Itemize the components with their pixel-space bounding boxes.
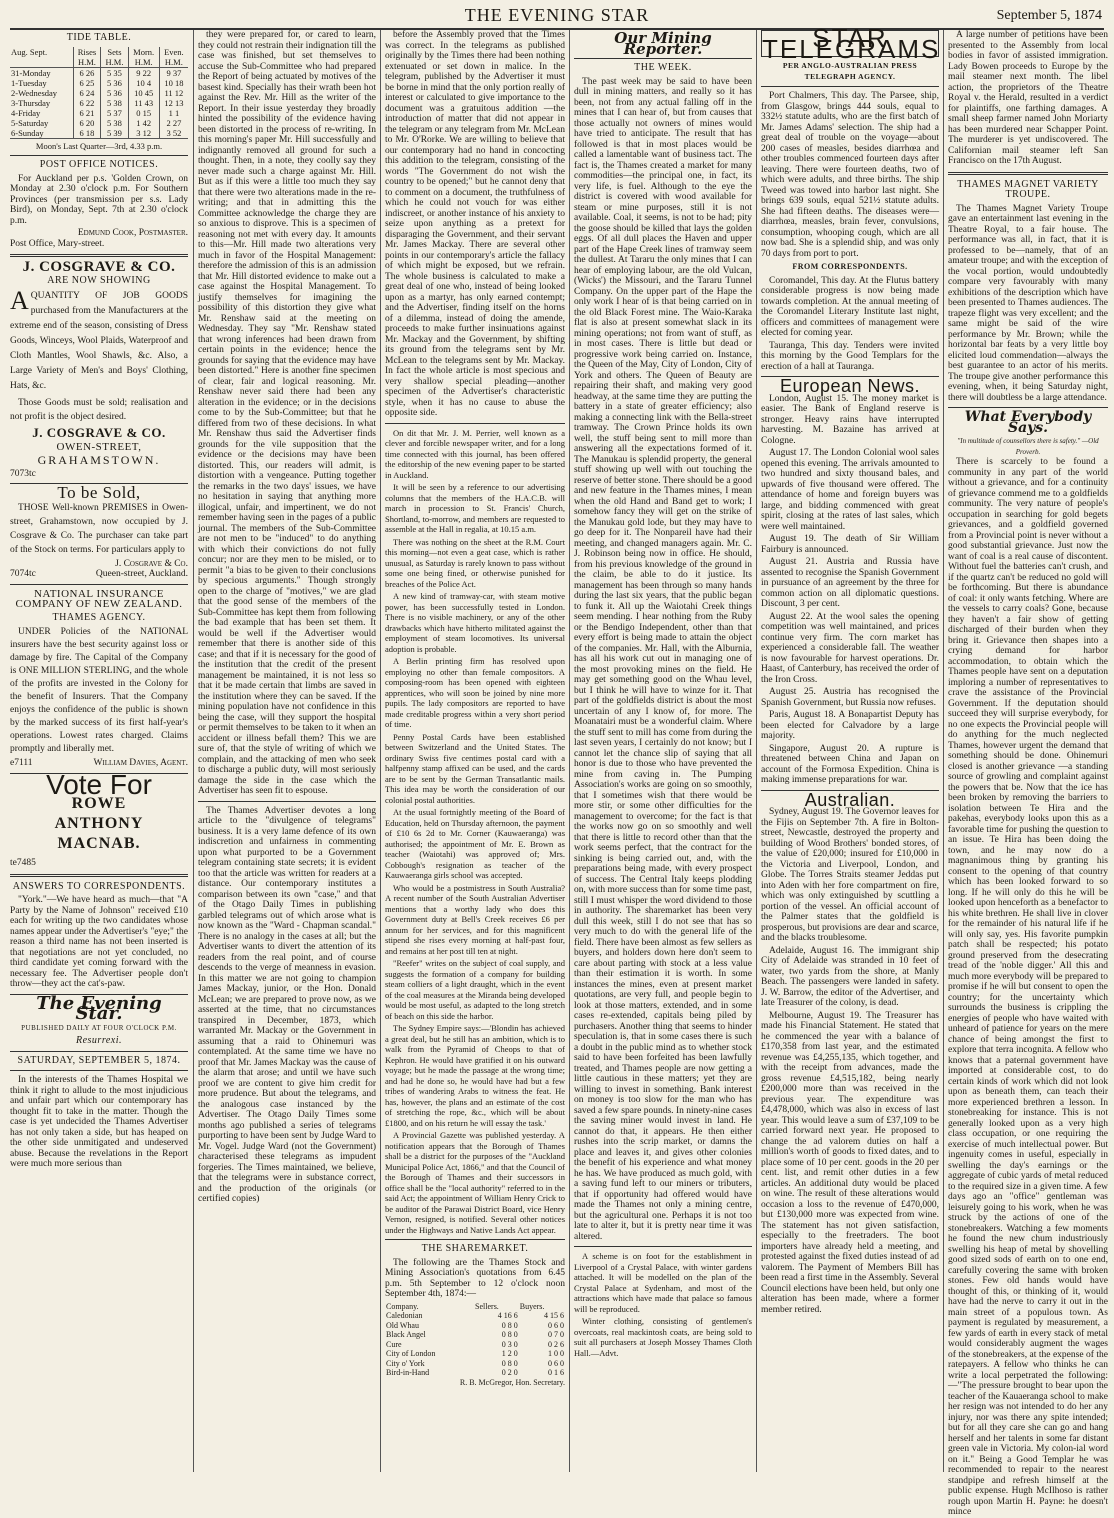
insurance-ref: e7111 xyxy=(10,758,33,768)
mining-report-body: The past week may be said to have been dull in mining matters, and really so it has been, not from any actual falling off in the mines that I can hear of, but from causes that those actually not owners of mines would have tried to anticipate. The result that has followed is that in most places would be called a lamentable want of business tact. The fact is, the Thames created a market for many commodities—the principal one, in fact, its very life, is fuel. Although to the eye the district is covered with wood available for steam or mine purposes, still it is not available. Coal, it seems, is not to be had; pity the goose should be killed that lays the golden eggs. Of all dull places the Haven and upper part of the Hape Creek lines of tramway seem the dullest. At Tararu the only mines that I can hear of employing labour, are the old Vulcan, (Wicks') the Missouri, and the Tararu Tunnel Company. On the upper part of the Hape the only work I hear of is that being carried on in the old Black Forest mine. The Waio-Karaka flat is also at present somewhat slack in its mining operations; not from want of stuff, as in most cases. There is little but dead or progressive work being carried on. Instance, the Queen of the May, City of London, City of York and others. The Queen of Beauty are repairing their shaft, and making very good headway, at the same time they are putting the battery in a state of greater efficiency; also making a connecting link with the Bella-street tramway. The Crown Prince holds its own well, the stuff being sent to mill more than answering all the expectations formed of it. The Manukau is splendid property, the general stuff showing up well with out touching the reserve of better stone. There should be a good and new feature in the Thames mines, I mean when the old Hand and Band get to work; I somehow fancy they will get on the strike of the Manukau gold lode, but they may have to go deep for it. The Nonpareil have had their meeting, and changed managers again. Mr. C. J. Robinson being now in office. He should, from his previous knowledge of the ground in the claim, be able to do it justice. Its management has been through so many hands during the last six years, that the public began to funk it. All up the Waiotahi Creek things seem mending. I hear nothing from the Ruby or the Bendigo Independent, other than that every effort is being made to attain the object of the companies. Mr. Hall, with the Alburnia, has all his work cut out in managing one of the most provoking mines on the field. He may get something good on the Whau level, but I think he will have to winze for it. That part of the goldfields district is about the most uncertain of any I know of, for more. The Moanatairi must be a wonderful claim. Where the stuff sent to mill has come from during the last seven years, I certainly do not know; but I cannot let the chance slip of saying that all honor is due to those who have prevented the mine from caving in. The Pumping Association's works are going on so smoothly, that I sometimes wish that there would be more stir, or some other difficulties for the management to overcome; for the fact is that the works now go on so smoothly and well that there is little to record other than that the work seems perfect, that the contract for the sinking is being carried out, and, with the preparations being made, with every prospect of success. The Central Italy keeps plodding on, with more success than for some time past, still I must whisper the word dividend to those in authority. The sharemarket has been very dull this week, still I do not see that has so very much to do with the general life of the field. There have been almost as few sellers as buyers, and holders down here don't seem to care about parting with stock at a less value than their estimation it is worth. In some instances the mines, even at present market quotations, are very full, and people begin to look at those matters, extended, and in some cases re-extended, capitals being piled by purchasers. Another thing that seems to hinder speculation is, that in some cases there is such a doubt in the public mind as to whether stock said to have been forfeited has been lawfully treated, and Thames people are now getting a little cautious in these matters; yet they are willing to invest in something. Bank interest on money is too slow for the man who has saved a few spare pounds. In ninety-nine cases the saving miner would invest in land. He cannot do that, it appears. He then either rushes into the scrip market, or damns the place and leaves it, and gives other colonies the benefit of his experience and what money he has. We have produced as much gold, with a saving fund left to our miners or tributers, that if opportunity had offered would have made the Thames not only a mining centre, but the agricultural one. Perhaps it is not too late to alter it, but it is pretty near time it was altered. xyxy=(574,76,752,1242)
postmaster-signature: Edmund Cook, Postmaster. xyxy=(77,228,188,238)
telegram-sydney: Sydney, August 19. The Governor leaves for the Fijis on September 7th. A fire in Bolton-street, Newcastle, destroyed the property and building of Wood Brothers' bonded stores, of the value of £20,000; insured for £10,000 in the Victoria and Liverpool, London, and Globe. The Torres Straits steamer Jeddas put into Aden with her fore compartment on fire, which was only extinguished by scuttling a portion of the vessel. An official account of the Palmer states that the goldfield is prosperous, but provisions are dear and scarce, and the blacks troublesome. xyxy=(761,807,939,943)
tide-table-title: TIDE TABLE. xyxy=(66,32,132,43)
sharemarket-intro: The following are the Thames Stock and Mining Association's quotations from 6.45 p.m. 5th September to 12 o'clock noon September 4th, 1874:— xyxy=(385,1257,565,1299)
to-be-sold-body: THOSE Well-known PREMISES in Owen-street, Grahamstown, now occupied by J. Cosgrave & Co. The purchaser can take part of the Stock on terms. For particulars apply to xyxy=(10,502,188,555)
sharemarket-title: THE SHAREMARKET. xyxy=(421,1243,529,1254)
tide-cell: 6 25 xyxy=(73,78,101,88)
news-item: A Provincial Gazette was published yesterday. A notification appears that the Borough of Thames shall be a district for the purposes of the "Auckland Municipal Police Act, 1866," and that the Council of the Borough of Thames and their successors in office shall be the "local authority" referred to in the said Act; the appointment of William Henry Crick to be auditor of the Parawai District Board, vice Henry Vernon, resigned, is notified. Several other notices under the Highways and Native Lands Act appear. xyxy=(385,1130,565,1235)
telegram-port-chalmers: Port Chalmers, This day. The Parsee, ship, from Glasgow, brings 444 souls, equal to 332½ statute adults, who are the first batch of Mr. James Adams' selection. The ship had a great deal of trouble on the voyage—about 200 cases of measles, besides diarrhœa and other troubles commenced fourteen days after leaving. There were fourteen deaths, two of which were adults, and three births. The ship Tweed was towed into harbor last night. She brings 639 souls, equal 521½ statute adults. She had fifteen deaths. The diseases were—diarrhœa, measles, brain fever, convulsions, consumption, whooping cough, which are all now bad. She is a splendid ship, and was only 70 days from port to port. xyxy=(761,91,939,259)
news-item: A scheme is on foot for the establishment in Liverpool of a Crystal Palace, with winter gardens attached. It will be modelled on the plan of the Crystal Palace at Sydenham, and most of the attractions which have made that palace so famous will be reproduced. xyxy=(574,1251,752,1314)
vote-for-title: Vote For xyxy=(46,768,152,800)
share-header: Company. xyxy=(386,1301,419,1311)
telegram-coromandel: Coromandel, This day. At the Flutus battery considerable progress is now being made towards completion. At the annual meeting of the Coromandel Literary Institute last night, officers and committees of management were elected for coming year. xyxy=(761,275,939,338)
post-office-notice: For Auckland per p.s. 'Golden Crown, on Monday at 2.30 o'clock p.m. For Southern Provinces (per transmission per s.s. Lady Bird), on Monday, Sept. 7th at 2.30 o'clock p.m. xyxy=(10,173,188,226)
insurance-subtitle: THAMES AGENCY. xyxy=(52,611,146,623)
magnet-troupe-review: The Thames Magnet Variety Troupe gave an entertainment last evening in the Theatre Royal, to a fair house. The performance was all, in fact, that it is professed to be—namely, that of an amateur troupe; and with the exception of the vocal portion, would undoubtedly compare very favourably with many exhibitions of the description which have been presented to Thames audiences. The trapeze flight was very excellent; and the same might be said of the wire performance by Mr. Brown; while the horizontal bar feats by a very little boy elicited loud commendation—always the best guarantee to an actor of his merits. The troupe give another performance this evening, when, it being Saturday night, there will doubtless be a large attendance. xyxy=(948,203,1108,403)
telegram-singapore: Singapore, August 20. A rupture is threatened between China and Japan on account of the Formosa Expedition. China is making immense preparations for war. xyxy=(761,743,939,785)
share-cell: 0 8 0 xyxy=(501,1330,518,1339)
insurance-footer xyxy=(10,758,188,769)
share-cell: 0 6 0 xyxy=(548,1320,564,1330)
telegram-adelaide: Adelaide, August 16. The immigrant ship City of Adelaide was stranded in 10 feet of water, two yards from the shore, at Manly Beach. The passengers were landed in safety. J. W. Barrow, the editor of the Advertiser, and late Treasurer of the colony, is dead. xyxy=(761,945,939,1008)
tide-cell: 6 24 xyxy=(73,88,101,98)
tide-cell: 0 15 xyxy=(128,108,159,118)
tide-cell: 1-Tuesday xyxy=(11,77,47,88)
tide-table xyxy=(10,47,188,139)
share-cell: 1 2 0 xyxy=(501,1349,518,1358)
news-item: The Sydney Empire says:—'Blondin has achieved a great deal, but he still has an ambition, which is to walk from the Pyramid of Cheops to that of Kephron. He would have gratified it on his outward voyage; but he made the passage at the wrong time; and had he done so, he would have had but a few tribes of wandering Arabs to witness the feat. He has, however, the plans and an estimate of the cost of stretching the rope, &c., which will be about £1800, and on his return he will essay the task.' xyxy=(385,1023,565,1128)
issue-date: September 5, 1874 xyxy=(996,8,1102,23)
tide-cell: 6-Sunday xyxy=(10,128,73,139)
telegram-tauranga: Tauranga, This day. Tenders were invited this morning by the Good Templars for the erection of a hall at Tauranga. xyxy=(761,340,939,372)
tide-row xyxy=(10,88,188,98)
tide-cell: 6 18 xyxy=(73,128,101,139)
share-cell: Caledonian xyxy=(386,1311,423,1320)
cosgrave-advert-text: QUANTITY OF JOB GOODS purchased from the Manufacturers at the extreme end of the season, consisting of Dress Goods, Winceys, Wool Plaids, Waterproof and Cloth Mantles, Wool Shawls, &c. Also, a Large Variety of Men's and Boys' Clothing, Hats, &c. xyxy=(10,291,188,391)
share-cell: 0 2 0 xyxy=(501,1368,518,1377)
column-3 xyxy=(380,30,569,1472)
column-4 xyxy=(569,30,756,1472)
cosgrave-advert-note: Those Goods must be sold; realisation and not profit is the object desired. xyxy=(10,398,188,422)
tide-header: Even. xyxy=(159,47,188,57)
share-cell: Bird-in-Hand xyxy=(386,1368,430,1377)
to-be-sold-address: Queen-street, Auckland. xyxy=(95,569,188,579)
share-row xyxy=(385,1349,565,1359)
telegram-continued: A large number of petitions have been presented to the Assembly from local bodies in favor of assisted immigration. Lady Bowen proceeds to Europe by the mail steamer next month. The libel action, the proprietors of the Theatre Royal v. the Herald, resulted in a verdict for plaintiffs, one farthing damages. A small sheep farmer named John Moriarty has been murdered near Schapper Point. The murderer is yet undiscovered. The Californian mail steamer left San Francisco on the 17th August. xyxy=(948,30,1108,166)
what-everybody-says-title: What Everybody Says. xyxy=(964,409,1092,436)
tide-row xyxy=(10,118,188,128)
tide-header: Aug. Sept. xyxy=(11,46,48,57)
column-motto: "In multitude of counsellors there is safety." —Old Proverb. xyxy=(957,437,1099,456)
tide-header: Rises xyxy=(73,47,101,57)
share-row xyxy=(385,1368,565,1378)
share-row xyxy=(385,1321,565,1331)
tide-cell: 4-Friday xyxy=(11,107,41,118)
share-cell: City of London xyxy=(386,1349,436,1358)
share-row xyxy=(385,1330,565,1340)
cosgrave-advert-title: J. COSGRAVE & CO. xyxy=(22,259,176,275)
column-6 xyxy=(943,30,1108,1517)
newspaper-title: THE EVENING STAR xyxy=(464,5,650,25)
news-item: Penny Postal Cards have been established between Switzerland and the United States. The ordinary Swiss five centimes postal card with a halfpenny stamp affixed can be used, and the cards are to be sent by the German Transatlantic mails. This idea may be worth the consideration of our colonial postal authorities. xyxy=(385,731,565,805)
telegraph-agency: PER ANGLO-AUSTRALIAN PRESS TELEGRAPH AGENCY. xyxy=(782,61,918,81)
cosgrave-advert-body xyxy=(10,286,188,394)
telegram-london: August 25. Austria has recognised the Spanish Government, but Russia now refuses. xyxy=(761,687,939,708)
news-item: "Reefer" writes on the subject of coal supply, and suggests the formation of a company for building steam colliers of a light draught, which in the event of the coal measures at the Miranda being developed would be most useful, as adapted to the long stretch of beach on this side the harbor. xyxy=(385,958,565,1021)
post-office-title: POST OFFICE NOTICES. xyxy=(39,159,159,170)
tide-cell: 2 27 xyxy=(159,118,188,128)
tide-subheader: H.M. xyxy=(101,57,128,68)
tide-cell: 6 22 xyxy=(73,98,101,108)
tide-cell: 5 38 xyxy=(101,98,128,108)
cosgrave-street: OWEN-STREET, xyxy=(56,440,142,453)
share-cell: 0 1 6 xyxy=(548,1368,564,1377)
tide-cell: 5 38 xyxy=(101,118,128,128)
telegram-london: August 19. The death of Sir William Fairbury is announced. xyxy=(761,534,939,555)
tide-cell: 6 21 xyxy=(73,108,101,118)
tide-cell: 10 4 xyxy=(128,78,159,88)
news-item: On dit that Mr. J. M. Perrier, well known as a clever and forcible newspaper writer, and for a long time connected with this journal, has been offered the editorship of the new evening paper to be started in Auckland. xyxy=(385,427,565,480)
tide-cell: 5 35 xyxy=(101,67,128,78)
tide-row xyxy=(10,67,188,78)
telegram-paris: Paris, August 18. A Bonapartist Deputy has been elected for Calvadore by a large majority. xyxy=(761,710,939,741)
sharemarket-table xyxy=(385,1302,565,1378)
news-item: It will be seen by a reference to our advertising columns that the members of the H.A.C.B. will march in procession to St. Francis' Church, Shortland, to-morrow, and members are requested to assemble at the Hall in regalia, at 10.15 a.m. xyxy=(385,482,565,534)
post-office-location: Post Office, Mary-street. xyxy=(10,238,105,249)
australian-news-title: Australian. xyxy=(804,789,896,810)
editorial-hospital: they were prepared for, or cared to learn, they could not restrain their indignation till the case was finished, but set themselves to accuse the Sub-Committee who had prepared the Report of being actuated by motives of the basest kind. Specially has their wrath been hot against the Rev. Mr. Hill as the writer of the Report. In their issue yesterday they broadly hinted the possibility of the evidence having been distorted in the process of re-writing. In this morning's paper Mr. Hill successfully and indignantly removed all ground for such a thought. Then, in a note, they coolly say they never made such a charge against Mr. Hill. But as if this were a little too much they say that there were two alterations made in the re-writing; and that in admitting this the Committee acknowledge the charge they are so anxious to disprove. This is a specimen of reasoning not met with every day. It amounts to this—Mr. Hill made two alterations very much in favor of the Hospital Management: therefore the admission of this is an admission that Mr. Hill distorted evidence to make out a case against the Hospital Management. To justify themselves for imagining the possibility of this distortion they give what Mr. Renshaw said at the meeting on Wednesday. They say "Mr. Renshaw stated that wrong inferences had been drawn from certain points in the evidence; hence the grounds for saying that the evidence may have been distorted." Here is another fine specimen of clear, fair and logical reasoning. Mr. Renshaw never said there had been any alteration in the evidence; or in the decisions come to by the Sub-Committee; but that he differed from two of these decisions. In what Mr. Renshaw thus said the Advertiser finds grounds for the vile supposition that the evidence or the decisions may have been distorted. This, our readers will admit, is distortion with a vengeance. Putting together the remarks in the two days' issues, we have no hesitation in saying that anything more illogical, unfair, and impertinent, we do not remember having seen in the pages of a public journal. The members of the Sub-Committee are not men to be "induced" to do anything with which their convictions do not fully concur; nor are they men to be misled, or to permit "a bias to be given to their conclusions by specious arguments." Though strongly open to the charge of "motives," we are glad that the good sense of the members of the Sub-Committee has kept them from following the bad example that has been set them. It would be well if the Advertiser would remember that there is another side of this case; and that if it is necessary for the good of the institution that the credit of the present management be maintained, it is not less so that it be made certain that limbs are saved in the institution where they can be saved. If the mining population have not confidence in this being the case, will they support the hospital or permit themselves to be taken to it when an accident or illness befall them? This we are sure of, that the style of writing of which we complain, and the attacking of men who seek to discharge a public duty, will most seriously damage the side in the case which the Advertiser has seen fit to espouse. xyxy=(198,30,376,796)
cosgrave-ref: 7073tc xyxy=(10,468,36,479)
from-correspondents: FROM CORRESPONDENTS. xyxy=(792,262,908,271)
share-cell: 0 3 0 xyxy=(501,1339,518,1349)
tide-cell: 5 36 xyxy=(101,78,128,88)
share-cell: 0 2 6 xyxy=(548,1339,564,1349)
tide-cell: 6 20 xyxy=(73,118,101,128)
tide-row xyxy=(10,78,188,88)
candidate-name: MACNAB. xyxy=(57,835,141,852)
news-item: A new kind of tramway-car, with steam motive power, has been successfully tested in London. There is no visible machinery, or any of the other drawbacks which have hitherto militated against the employment of steam locomotives. Its universal adoption is probable. xyxy=(385,591,565,654)
telegram-london: August 22. At the wool sales the opening competition was well maintained, and prices continue very firm. The corn market has experienced a considerable fall. The weather is now favourable for harvest operations. Dr. Haast, of Canterbury, has received the order of the Iron Cross. xyxy=(761,611,939,685)
cosgrave-town: GRAHAMSTOWN. xyxy=(37,453,161,467)
share-cell: 0 8 0 xyxy=(501,1320,518,1330)
editorial-telegrams-continued: before the Assembly proved that the Times was correct. In the telegrams as published originally by the Times there had been nothing extenuated or set down in malice. In the telegram, published by the Advertiser it must be borne in mind that the only portion really of interest or calculated to give importance to the document was a gratuitous addition —the introduction of matter that did not appear in the telegram or any telegram from Mr. McLean to Mr. O'Rorke. We are willing to believe that our contemporary had no hand in concocting this addition to the telegram, consisting of the words "The Government do not wish the country to be opened;" but he cannot deny that to comment on a document, the truthfulness of which he could not vouch for was either indiscreet, or another instance of his anxiety to seize upon anything as a pretext for disparaging the Government, and their servant Mr. James Mackay. There are several other points in our contemporary's article the fallacy of which might be exposed, but we refrain. The whole business is calculated to make a great deal of one who, instead of being looked upon as a martyr, has only earned contempt; and the Advertiser, finding itself on the horns of a dilemma, instead of doing the amende, proceeds to make further insinuations against Mr. Mackay and the Government, by shifting its ground from the telegrams sent by Mr. McLean to the telegrams sent by Mr. Mackay. In fact the whole article is most specious and very shallow special pleading—another specimen of the Advertiser's characteristic style, when it has no cause to abuse the opposite side. xyxy=(385,30,565,418)
tide-subheader xyxy=(10,57,73,68)
cosgrave-advert-subtitle: ARE NOW SHOWING xyxy=(47,274,151,286)
share-cell: 0 8 0 xyxy=(501,1358,518,1368)
share-row xyxy=(385,1311,565,1321)
motto: Resurrexi. xyxy=(75,1035,122,1046)
to-be-sold-ref: 7074tc xyxy=(10,569,36,579)
tide-row xyxy=(10,128,188,139)
share-cell: Old Whau xyxy=(386,1320,419,1330)
tide-table-body xyxy=(10,67,188,138)
tide-cell: 9 22 xyxy=(128,67,159,78)
tide-cell: 5 37 xyxy=(101,108,128,118)
sharemarket-table-body xyxy=(385,1311,565,1378)
to-be-sold-title: To be Sold, xyxy=(57,483,141,502)
european-news-title: European News. xyxy=(779,376,921,396)
news-item: A Berlin printing firm has resolved upon employing no other than female compositors. A composing-room has been opened with eighteen apprentices, who will soon be joined by nine more pupils. The lady compositors are reported to have made creditable progress within a very short period of time. xyxy=(385,656,565,729)
tide-cell: 10 45 xyxy=(128,88,159,98)
share-cell: 1 0 0 xyxy=(548,1349,564,1358)
share-cell: 4 16 6 xyxy=(497,1311,518,1320)
tide-cell: 11 43 xyxy=(128,98,159,108)
share-header: Buyers. xyxy=(519,1301,545,1311)
evening-star-nameplate: The Evening Star. xyxy=(36,992,162,1024)
insurance-body: UNDER Policies of the NATIONAL insurers have the best security against loss or damage by fire. The Capital of the Company is ONE MILLION STERLING, and the whole of the profits are invested in the Colony for the benefit of Insurers. That the Company enjoys the confidence of the public is shown by the marked success of its first half-year's operations. Lowest rates charged. Claims promptly and liberally met. xyxy=(10,627,188,754)
moon-phase: Moon's Last Quarter—3rd, 4.33 p.m. xyxy=(35,140,163,151)
tide-cell: 1 42 xyxy=(128,118,159,128)
to-be-sold-signature: J. Cosgrave & Co. xyxy=(115,558,188,569)
telegram-london: August 17. The London Colonial wool sales opened this evening. The arrivals amounted to two hundred and sixty thousand bales, and upwards of five thousand were offered. The attendance of home and foreign buyers was large, and bidding commenced with great spirit, closing at the rates of last sales, which were well maintained. xyxy=(761,448,939,532)
tide-header: Sets xyxy=(101,47,128,57)
share-cell: Cure xyxy=(386,1339,402,1349)
editorial-telegrams: The Thames Advertiser devotes a long article to the "divulgence of telegrams" business. It is a very lame defence of its own indiscretion and unfairness in commenting upon what purported to be a Government telegram containing state secrets; it is evident too that the article was written for readers at a distance. Our contemporary institutes a comparison between its own "case," and that of the Otago Daily Times in publishing garbled telegrams out of which arose what is now known as the "Ward - Chapman scandal." There is no analogy in the cases at all; but the Advertiser wants to divert the attention of its readers from the real point, and of course descends to the verge of meanness in evasion. In this matter we are not going to champion James Mackay, junior, or the Hon. Donald McLean; we are prepared to prove now, as we asserted at the time, that no circumstances transpired in December, 1873, which warranted Mr. Mackay or the Government in assuming that a raid to Ohinemuri was contemplated. At the same time we have no proof that Mr. James Mackay was the cause of the alarm that arose; and until we have such proof we are content to give him credit for more prudence. But about the telegrams, and the analogous case instanced by the Advertiser. The Otago Daily Times some months ago published a series of telegrams purporting to have been sent by Judge Ward to Mr. Vogel. Judge Ward (not the Government) characterised these telegrams as impudent forgeries. The Times maintained, we believe, that the telegrams were in substance correct, and the production of the originals (or certified copies) xyxy=(198,805,376,1204)
tide-cell: 3 52 xyxy=(159,128,188,139)
share-cell: 4 15 6 xyxy=(544,1311,564,1320)
candidate-name: ROWE xyxy=(71,795,127,812)
tide-subheader: H.M. xyxy=(73,57,101,68)
tide-cell: 3-Thursday xyxy=(11,97,51,108)
the-week-heading: THE WEEK. xyxy=(634,62,692,73)
what-everybody-says-body: There is scarcely to be found a community in any part of the world without a grievance, and for a continuity of grievance commend me to a goldfields community. The very nature of people's occupation in searching for gold begets grievances, and a goldfield governed from a Provincial point is never without a good substantial grievance. Just now the want of coal is a real cause of discontent. Without fuel the batteries can't crush, and if the quartz can't be reduced no gold will be forthcoming. But there is abundance of coal: it only wants fetching. Where are the vessels to carry coals? Gone, because they haven't a fair show of getting discharged of their burden when they bring it. Grievance then shapes into a crying demand for harbor accommodation, to obtain which the Thames people have sent on a deputation imploring a number of representatives to crave the assistance of the Provincial Government. If the deputation should succeed they will surprise everybody, for no one expects the Provincial people will do anything for the much neglected Thames, however urgent the demand that something should be done. Ohinemuri closed is another grievance —a standing source of growling and complaint against the powers that be. Now that the ice has been broken by removing the barriers to isolation between Te Hira and the pakehas, everybody looks upon this as a favorable time for pushing the question to an issue. Te Hira has been doing the town, and he may now do a magnanimous thing by granting his consent to the opening of that country which has been looked forward to so long. If he will only do this he will be looked upon henceforth as a benefactor to his white brethren. He shall live in clover for the remainder of his natural life if he will only say, yes. His favorite pumpkin patch shall be respected; his potato ground preserved from the desecrating tread of the 'noble digger.' All this and much more everybody will be prepared to promise if he will but consent to open the country; for the uncertainty which surrounds the business is crippling the energies of people who have waited with unheard of patience for years on the mere chance of being amongst the first to explore that terra incognita. A fellow who knows that a paternal government have imported at considerable cost, to do certain kinds of work which did not look upon as beneath them, can teach their more experienced brethren a lesson. In stonebreaking for instance. This is not generally looked upon as a very high class occupation, or one requiring the exercise of much intellectual power. But ingenuity comes in useful, especially in swelling the day's earnings or the aggregate of cubic yards of metal reduced to the required size in a given time. A few days ago an "office" gentleman was leisurely going to his work, when he was struck by the actions of one of the stonebreakers. Watching a few moments he found the new chum industriously swelling his heap of metal by shovelling good sized sods of earth on to one end, carefully covering the same with broken stones. Few old hands would have thought of this, or thinking of it, would have had the nerve to carry it out in the main street of a populous town. As payment is regulated by measurement, a few yards of earth in every stack of metal would considerably augment the wages of the stonebreakers, at the expense of the ratepayers. A fellow who thinks he can write a local perpetrated the following:—"The pressure brought to bear upon the teacher of the Kauaeranga school to make her resign was not intended to do her any injury, nor was there any spite intended; but for all they care she can go and hang herself and her talents in some far distant green vale in Victoria. My colon-ial word on it." Being a Good Templar he was recommended to repair to the nearest standpipe and refresh himself at the public expense. Hugh McIlhoso is rather rough upon Martin H. Payne: he doesn't mince xyxy=(948,457,1108,1517)
column-5 xyxy=(756,23,943,1472)
editorial-lead: In the interests of the Thames Hospital we think it right to allude to the most injudicious and unfair part which our contemporary has thought fit to take in the matter. Though the case is yet undecided the Thames Advertiser has not only taken a side, but has heaped on the other side unmitigated and undeserved abuse. Because the revelations in the Report were much more serious than xyxy=(10,1075,188,1169)
tide-cell: 31-Monday xyxy=(11,67,51,78)
answers-title: ANSWERS TO CORRESPONDENTS. xyxy=(12,880,186,892)
tide-cell: 5 39 xyxy=(101,128,128,139)
answers-body: "York."—We have heard as much—that "A Party by the Name of Johnson" received £10 each for writing up the two candidates whose names appear under the Advertiser's "eye;" the reason a third name has not been inserted is that negotiations are not yet concluded, no third candidate yet coming forward with the necessary fee. The Advertiser people don't throw—they act the cat's-paw. xyxy=(10,895,188,989)
mining-reporter-title: Our Mining Reporter. xyxy=(614,29,712,58)
advertisement: Winter clothing, consisting of gentlemen's overcoats, real mackintosh coats, are being sold to suit all purchasers at Joseph Mossey Thames Cloth Hall.—Advt. xyxy=(574,1316,752,1358)
share-row xyxy=(385,1340,565,1350)
share-row xyxy=(385,1359,565,1369)
tide-cell: 2-Wednesday xyxy=(11,87,58,98)
tide-row xyxy=(10,108,188,118)
news-item: Who would be a postmistress in South Australia? A recent number of the South Australian Advertiser mentions that a worthy lady who does this Government duty at Bell's Creek receives £6 per annum for her services, and for this magnificent stipend she rises every morning at half-past four, and remains at her post till ten at night. xyxy=(385,882,565,956)
insurance-title: NATIONAL INSURANCE COMPANY OF NEW ZEALAND. xyxy=(15,587,183,610)
tide-subheader: H.M. xyxy=(159,57,188,68)
telegram-london: August 21. Austria and Russia have assented to recognise the Spanish Government in pursuance of an agreement by the three for common action on all diplomatic questions. Discount, 3 per cent. xyxy=(761,557,939,609)
telegram-london: London, August 15. The money market is easier. The Bank of England reserve is stronger. Heavy rains have interrupted harvesting. M. Bazaine has arrived at Cologne. xyxy=(761,393,939,446)
news-item: At the usual fortnightly meeting of the Board of Education, held on Thursday afternoon, the payment of £10 6s 2d to Mr. Corner (Kauwaeranga) was authorised; the appointment of Mr. E. Brown as teacher (Waiotahi) was approved of; Mrs. Cobbough's resignation as teacher of the Kauwaeranga girls school was accepted. xyxy=(385,807,565,880)
tide-header: Morn. xyxy=(128,47,159,57)
tide-subheader: H.M. xyxy=(128,57,159,68)
tide-cell: 3 12 xyxy=(128,128,159,139)
tide-cell: 11 12 xyxy=(159,88,188,98)
tide-cell: 12 13 xyxy=(159,98,188,108)
column-1 xyxy=(10,30,192,1472)
masthead xyxy=(10,4,1104,30)
tide-cell: 1 1 xyxy=(159,108,188,118)
share-header: Sellers. xyxy=(475,1301,499,1311)
candidate-name: ANTHONY xyxy=(54,815,144,832)
newspaper-page xyxy=(10,23,1108,1517)
sharemarket-signature: R. B. McGregor, Hon. Secretary. xyxy=(459,1377,565,1387)
news-item: There was nothing on the sheet at the R.M. Court this morning—not even a geat case, which is rather unusual, as Saturday is rarely known to pass without some one being fined, or otherwise punished for breaches of the Police Act. xyxy=(385,536,565,589)
insurance-agent: William Davies, Agent. xyxy=(93,758,188,768)
tide-cell: 10 18 xyxy=(159,78,188,88)
tide-cell: 5-Saturday xyxy=(11,117,49,128)
column-2 xyxy=(193,30,380,1472)
published-daily: PUBLISHED DAILY AT FOUR O'CLOCK P.M. xyxy=(21,1023,177,1032)
share-cell: Black Angel xyxy=(386,1330,426,1339)
share-cell: 0 6 0 xyxy=(548,1358,564,1368)
tide-row xyxy=(10,98,188,108)
share-cell: 0 7 0 xyxy=(548,1330,564,1339)
vote-ref: te7485 xyxy=(10,858,36,868)
telegram-melbourne: Melbourne, August 19. The Treasurer has made his Financial Statement. He stated that he commenced the year with a balance of £170,358 from last year, and the estimated revenue was £4,255,135, which together, and with the receipt from advances, made the gross revenue £4,515,182, being nearly £200,000 more than was received in the previous year. The expenditure was £4,478,000, which was also in excess of last year. This would leave a sum of £37,109 to be carried forward next year. He proposed to change the ad valorem duties on half a million's worth of goods to fixed dates, and to place some of 10 per cent. goods in the 20 per cent. list, and remit other duties in a few articles. An additional duty would be placed on wine. The result of these alterations would occasion a loss to the revenue of £470,000, but £130,000 more was expected from wine. The statement has not given satisfaction, especially to the freetraders. The boot importers have already held a meeting, and protested against the fixed duties instead of ad valorem. The Payment of Members Bill has been read a first time in the Assembly. Several Council elections have been held, but only one alteration has been made, where a former member retired. xyxy=(761,1010,939,1315)
to-be-sold-footer xyxy=(10,569,188,580)
edition-date: SATURDAY, SEPTEMBER 5, 1874. xyxy=(17,1054,181,1066)
tide-cell: 5 36 xyxy=(101,88,128,98)
drop-cap: A xyxy=(10,286,29,315)
magnet-troupe-title: THAMES MAGNET VARIETY TROUPE. xyxy=(957,178,1099,200)
star-telegrams-title: STAR TELEGRAMS xyxy=(762,23,941,64)
tide-cell: 6 26 xyxy=(73,67,101,78)
cosgrave-advert-title-2: J. COSGRAVE & CO. xyxy=(32,425,166,440)
share-cell: City o' York xyxy=(386,1358,425,1368)
tide-cell: 9 37 xyxy=(159,67,188,78)
